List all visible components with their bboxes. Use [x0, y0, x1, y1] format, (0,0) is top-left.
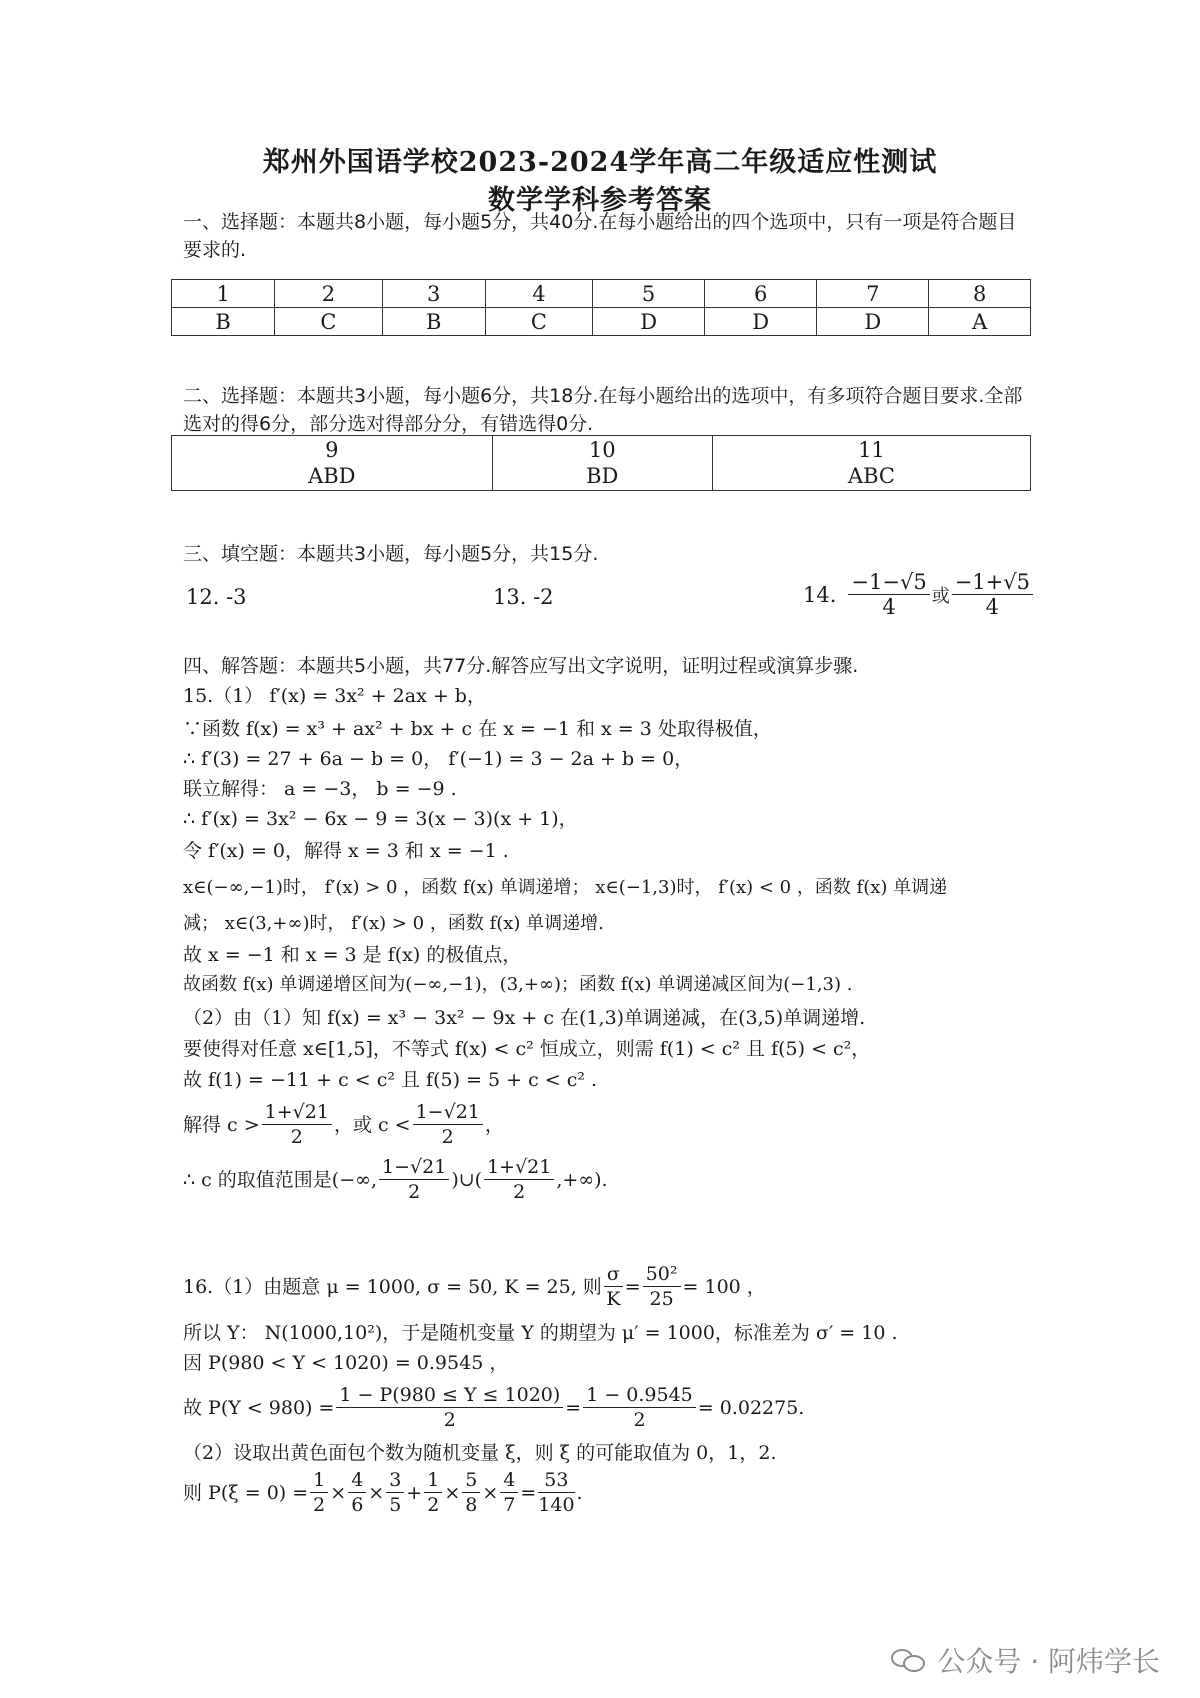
watermark [891, 1640, 1160, 1680]
fraction [386, 1468, 404, 1517]
table-cell [172, 436, 493, 491]
title-line1: 郑州外国语学校2023-2024学年高二年级适应性测试 [262, 147, 938, 178]
table-cell: 6 [705, 280, 817, 308]
q15-line: 故函数 f(x) 单调递增区间为(−∞,−1)，(3,+∞)；函数 f(x) 单调递减区间为(−1,3) . [183, 974, 853, 995]
q14-label: 14. [803, 582, 837, 607]
table-cell: B [172, 308, 275, 336]
numerator: 1 − 0.9545 [583, 1383, 696, 1408]
table-cell: D [593, 308, 705, 336]
q16-line4 [183, 1383, 804, 1432]
title-line2: 数学学科参考答案 [488, 185, 712, 216]
answer: BD [586, 464, 619, 488]
q15-line: ∴ f′(x) = 3x² − 6x − 9 = 3(x − 3)(x + 1)， [183, 808, 578, 830]
denominator: 2 [443, 1409, 456, 1431]
section4-heading: 四、解答题：本题共5小题，共77分.解答应写出文字说明，证明过程或演算步骤. [183, 655, 859, 677]
text: ，或 c < [333, 1113, 411, 1136]
numerator: 4 [348, 1468, 366, 1493]
table-cell [712, 436, 1030, 491]
denominator: 2 [290, 1126, 303, 1148]
question-number: 9 [325, 438, 339, 462]
denominator: 2 [313, 1494, 326, 1516]
q15-line: x∈(−∞,−1)时， f′(x) > 0 ，函数 f(x) 单调递增； x∈(−1,3)时， f′(x) < 0 ，函数 f(x) 单调递 [183, 877, 948, 898]
question-number: 10 [588, 438, 616, 462]
question-number: 11 [858, 438, 885, 462]
table-cell: D [705, 308, 817, 336]
table-cell: B [382, 308, 485, 336]
fraction [336, 1383, 563, 1432]
table-cell [492, 436, 712, 491]
denominator: 2 [441, 1126, 454, 1148]
fraction [538, 1468, 574, 1517]
text: = [624, 1275, 641, 1298]
fraction [643, 1262, 681, 1311]
or-word: 或 [931, 585, 950, 607]
table-cell: 4 [485, 280, 592, 308]
table-cell: C [485, 308, 592, 336]
numerator: 1+√21 [484, 1155, 554, 1180]
text: . [576, 1481, 583, 1504]
section1-heading: 一、选择题：本题共8小题，每小题5分，共40分.在每小题给出的四个选项中，只有一项是符合题目要求的. [183, 211, 1017, 261]
operator: × [368, 1481, 385, 1504]
text: )∪( [451, 1168, 483, 1191]
operator: + [406, 1481, 423, 1504]
table-cell: 2 [275, 280, 382, 308]
answer: ABD [308, 464, 356, 488]
numerator: −1+√5 [952, 570, 1033, 595]
denominator: 7 [503, 1494, 516, 1516]
table-cell: 1 [172, 280, 275, 308]
q15-line: 减； x∈(3,+∞)时， f′(x) > 0 ，函数 f(x) 单调递增. [183, 913, 604, 934]
fraction [424, 1468, 442, 1517]
numerator: 1+√21 [262, 1100, 332, 1125]
denominator: 2 [633, 1409, 646, 1431]
table-cell: 7 [817, 280, 929, 308]
fraction [462, 1468, 480, 1517]
table-row [172, 280, 1031, 308]
denominator: 6 [351, 1494, 364, 1516]
numerator: 53 [538, 1468, 574, 1493]
q16-line1 [183, 1262, 766, 1311]
denominator: 2 [513, 1181, 526, 1203]
q15-line: 要使得对任意 x∈[1,5]，不等式 f(x) < c² 恒成立，则需 f(1) < c² 且 f(5) < c²， [183, 1038, 871, 1060]
numerator: σ [604, 1262, 623, 1287]
fraction [413, 1100, 483, 1149]
fraction [379, 1155, 449, 1204]
q15-line: ∵函数 f(x) = x³ + ax² + bx + c 在 x = −1 和 x = 3 处取得极值， [183, 718, 772, 740]
answer-q12: 12. -3 [186, 585, 247, 609]
q15-line: 令 f′(x) = 0，解得 x = 3 和 x = −1 . [183, 840, 509, 862]
denominator: 140 [538, 1494, 575, 1516]
operator: = [520, 1481, 537, 1504]
answer: ABC [847, 464, 895, 488]
table-cell: 8 [929, 280, 1031, 308]
denominator: 25 [649, 1288, 674, 1310]
numerator: 5 [462, 1468, 480, 1493]
q16-line5: （2）设取出黄色面包个数为随机变量 ξ，则 ξ 的可能取值为 0，1，2. [183, 1442, 777, 1464]
text: = [565, 1396, 582, 1419]
text: = 0.02275. [697, 1396, 805, 1419]
q15-line: 15.（1） f′(x) = 3x² + 2ax + b， [183, 685, 486, 707]
section1-answer-table [171, 279, 1031, 336]
denominator: 2 [408, 1181, 421, 1203]
numerator: 1 − P(980 ≤ Y ≤ 1020) [336, 1383, 563, 1408]
q16-line2: 所以 Y： N(1000,10²)，于是随机变量 Y 的期望为 μ′ = 1000，标准差为 σ′ = 10 . [183, 1322, 898, 1344]
q15-line: 联立解得： a = −3， b = −9 . [183, 778, 457, 800]
numerator: 1 [310, 1468, 328, 1493]
section3-heading: 三、填空题：本题共3小题，每小题5分，共15分. [183, 543, 599, 565]
q15-line: 故 x = −1 和 x = 3 是 f(x) 的极值点， [183, 944, 522, 966]
operator: × [482, 1481, 499, 1504]
q15-line: 故 f(1) = −11 + c < c² 且 f(5) = 5 + c < c² . [183, 1069, 598, 1091]
wechat-icon [891, 1646, 927, 1674]
answer-q13: 13. -2 [493, 585, 554, 609]
operator: × [444, 1481, 461, 1504]
table-cell: C [275, 308, 382, 336]
fraction [604, 1262, 623, 1311]
text: ， [484, 1113, 504, 1136]
numerator: −1−√5 [848, 570, 929, 595]
denominator: K [606, 1288, 621, 1310]
numerator: 1 [424, 1468, 442, 1493]
text: 故 P(Y < 980) = [183, 1396, 335, 1419]
denominator: 5 [389, 1494, 402, 1516]
text: 解得 c > [183, 1113, 260, 1136]
table-cell: 5 [593, 280, 705, 308]
q15-line: ∴ f′(3) = 27 + 6a − b = 0， f′(−1) = 3 − 2a + b = 0， [183, 748, 694, 770]
numerator: 4 [500, 1468, 518, 1493]
numerator: 1−√21 [413, 1100, 483, 1125]
numerator: 50² [643, 1262, 681, 1287]
fraction [310, 1468, 328, 1517]
q16-line6 [183, 1468, 583, 1517]
fraction [583, 1383, 696, 1432]
denominator: 4 [985, 595, 1000, 619]
fraction [262, 1100, 332, 1149]
denominator: 2 [427, 1494, 440, 1516]
numerator: 1−√21 [379, 1155, 449, 1180]
probability-terms [308, 1468, 576, 1517]
text: ∴ c 的取值范围是(−∞, [183, 1168, 378, 1191]
denominator: 4 [882, 595, 896, 619]
fraction [500, 1468, 518, 1517]
fraction [348, 1468, 366, 1517]
denominator: 8 [465, 1494, 478, 1516]
numerator: 3 [386, 1468, 404, 1493]
operator: × [330, 1481, 347, 1504]
q15-solution-line [183, 1100, 504, 1149]
fraction [952, 570, 1033, 619]
table-cell: D [817, 308, 929, 336]
table-cell: A [929, 308, 1031, 336]
table-cell: 3 [382, 280, 485, 308]
fraction [848, 570, 929, 619]
q15-line: （2）由（1）知 f(x) = x³ − 3x² − 9x + c 在(1,3)单调递减，在(3,5)单调递增. [183, 1007, 866, 1029]
text: 16.（1）由题意 μ = 1000, σ = 50, K = 25, 则 [183, 1275, 602, 1298]
fraction [484, 1155, 554, 1204]
text: 则 P(ξ = 0) = [183, 1481, 309, 1504]
watermark-text: 公众号 · 阿炜学长 [937, 1645, 1160, 1678]
table-row [172, 436, 1031, 491]
text: = 100 ， [682, 1275, 766, 1298]
q16-line3: 因 P(980 < Y < 1020) = 0.9545 ， [183, 1352, 509, 1374]
section2-heading: 二、选择题：本题共3小题，每小题6分，共18分.在每小题给出的选项中，有多项符合题目要求.全部选对的得6分，部分选对得部分分，有错选得0分. [183, 385, 1023, 435]
answer-q14 [803, 570, 1035, 619]
table-row [172, 308, 1031, 336]
q15-range-line [183, 1155, 608, 1204]
section2-answer-table [171, 435, 1031, 491]
text: ,+∞). [556, 1168, 608, 1191]
